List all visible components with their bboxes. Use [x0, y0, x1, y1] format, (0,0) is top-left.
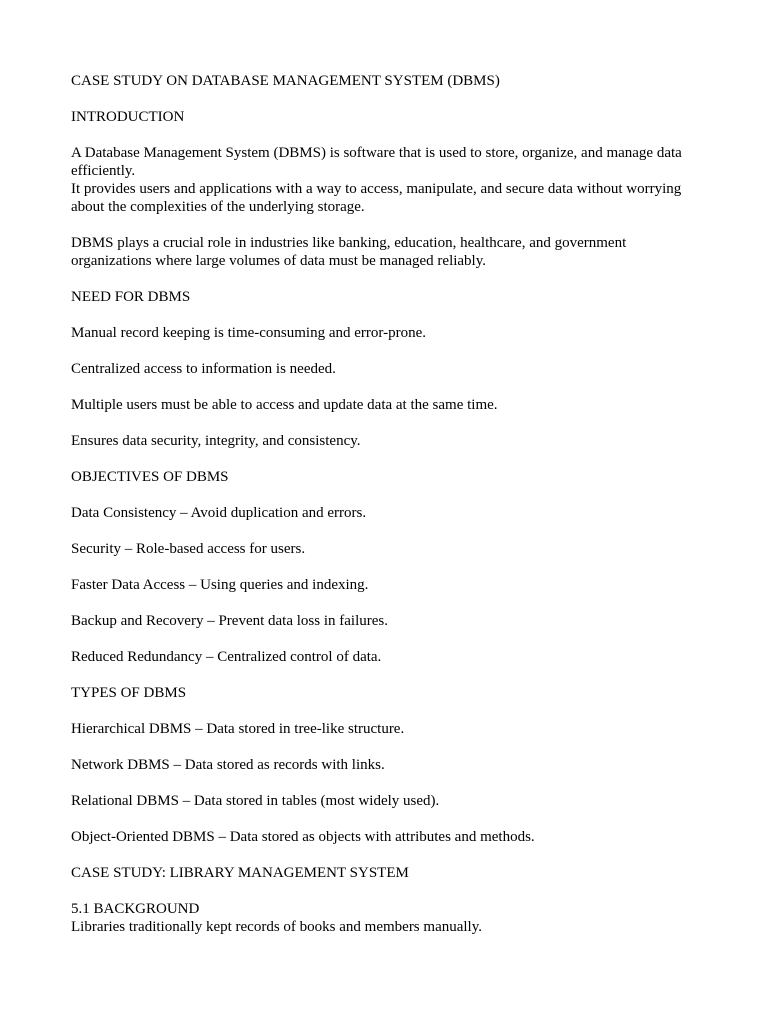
objective-item: Reduced Redundancy – Centralized control of data.	[71, 649, 382, 665]
background-subheading: 5.1 BACKGROUND	[71, 901, 200, 917]
type-item: Hierarchical DBMS – Data stored in tree-like structure.	[71, 721, 405, 737]
type-item: Relational DBMS – Data stored in tables (most widely used).	[71, 793, 440, 809]
need-item: Centralized access to information is needed.	[71, 361, 336, 377]
need-item: Manual record keeping is time-consuming and error-prone.	[71, 325, 426, 341]
background-text: Libraries traditionally kept records of books and members manually.	[71, 919, 482, 935]
type-item: Object-Oriented DBMS – Data stored as objects with attributes and methods.	[71, 829, 535, 845]
introduction-paragraph-2: DBMS plays a crucial role in industries like banking, education, healthcare, and government organizations where large volumes of data must be managed reliably.	[71, 235, 627, 269]
objective-item: Data Consistency – Avoid duplication and errors.	[71, 505, 367, 521]
case-study-heading: CASE STUDY: LIBRARY MANAGEMENT SYSTEM	[71, 865, 409, 881]
objective-item: Security – Role-based access for users.	[71, 541, 306, 557]
types-heading: TYPES OF DBMS	[71, 685, 187, 701]
objective-item: Faster Data Access – Using queries and indexing.	[71, 577, 369, 593]
need-item: Ensures data security, integrity, and consistency.	[71, 433, 361, 449]
intro-line-1: A Database Management System (DBMS) is software that is used to store, organize, and manage data efficiently.	[71, 145, 682, 179]
objective-item: Backup and Recovery – Prevent data loss in failures.	[71, 613, 388, 629]
background-section	[71, 900, 701, 936]
need-heading: NEED FOR DBMS	[71, 289, 191, 305]
objectives-heading: OBJECTIVES OF DBMS	[71, 469, 229, 485]
introduction-paragraph-1	[71, 144, 701, 216]
type-item: Network DBMS – Data stored as records with links.	[71, 757, 385, 773]
need-item: Multiple users must be able to access and update data at the same time.	[71, 397, 498, 413]
introduction-heading: INTRODUCTION	[71, 109, 185, 125]
intro-line-2: It provides users and applications with a way to access, manipulate, and secure data without worrying about the complexities of the underlying storage.	[71, 181, 682, 215]
document-page	[71, 72, 701, 954]
document-title: CASE STUDY ON DATABASE MANAGEMENT SYSTEM (DBMS)	[71, 73, 500, 89]
